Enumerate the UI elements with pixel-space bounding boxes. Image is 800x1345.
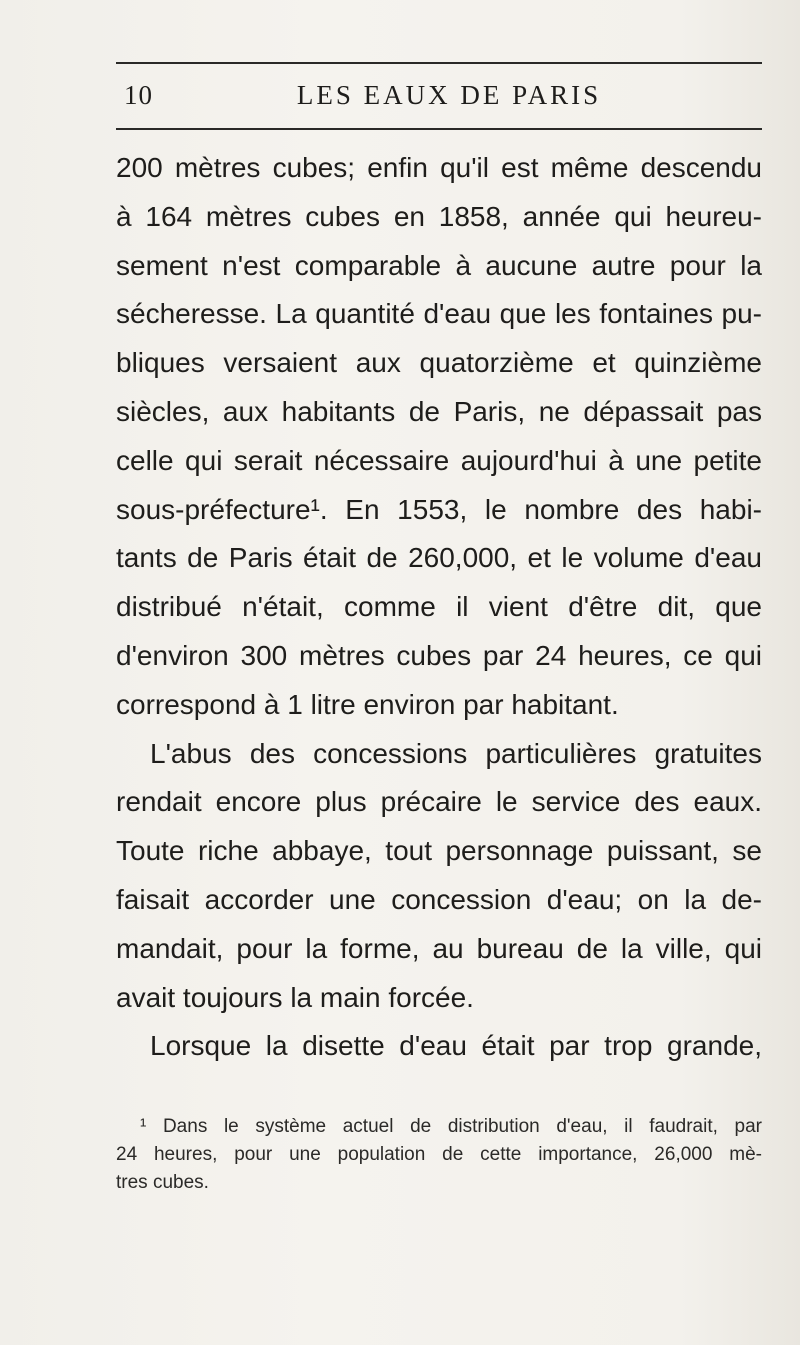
footnote-line: ¹ Dans le système actuel de distribution d'eau, il faudrait, par	[140, 1116, 762, 1137]
text-line: distribué n'était, comme il vient d'être dit, que	[116, 591, 762, 623]
text-line: 200 mètres cubes; enfin qu'il est même descendu	[116, 152, 762, 183]
text-line: siècles, aux habitants de Paris, ne dépassait pas	[116, 395, 762, 427]
body-text	[116, 144, 762, 1071]
text-line: faisait accorder une concession d'eau; on la de-	[116, 883, 762, 915]
text-line: rendait encore plus précaire le service des eaux.	[116, 786, 762, 818]
running-title: LES EAUX DE PARIS	[296, 80, 602, 110]
text-line: tants de Paris était de 260,000, et le volume d'eau	[116, 542, 762, 574]
text-line: L'abus des concessions particulières gratuites	[150, 737, 762, 769]
text-line: sous-préfecture¹. En 1553, le nombre des habi-	[116, 493, 762, 525]
footnote	[116, 1113, 762, 1197]
footnote-line: 24 heures, pour une population de cette importance, 26,000 mè-	[116, 1144, 762, 1165]
header-rule	[116, 128, 762, 130]
text-line: Lorsque la disette d'eau était par trop grande,	[150, 1030, 762, 1062]
page-number: 10	[124, 80, 153, 110]
text-line: celle qui serait nécessaire aujourd'hui à une petite	[116, 444, 762, 476]
text-line: mandait, pour la forme, au bureau de la ville, qui	[116, 932, 762, 964]
page-header	[116, 68, 762, 118]
text-line: Toute riche abbaye, tout personnage puissant, se	[116, 835, 762, 867]
footnote-line: tres cubes.	[116, 1172, 209, 1193]
text-line: d'environ 300 mètres cubes par 24 heures, ce qui	[116, 639, 762, 671]
text-line: sécheresse. La quantité d'eau que les fontaines pu-	[116, 298, 762, 330]
text-line: sement n'est comparable à aucune autre pour la	[116, 249, 762, 281]
text-line: correspond à 1 litre environ par habitant.	[116, 688, 619, 720]
text-line: avait toujours la main forcée.	[116, 981, 474, 1013]
top-rule	[116, 62, 762, 64]
text-line: à 164 mètres cubes en 1858, année qui heureu-	[116, 200, 762, 232]
text-line: bliques versaient aux quatorzième et quinzième	[116, 347, 762, 379]
